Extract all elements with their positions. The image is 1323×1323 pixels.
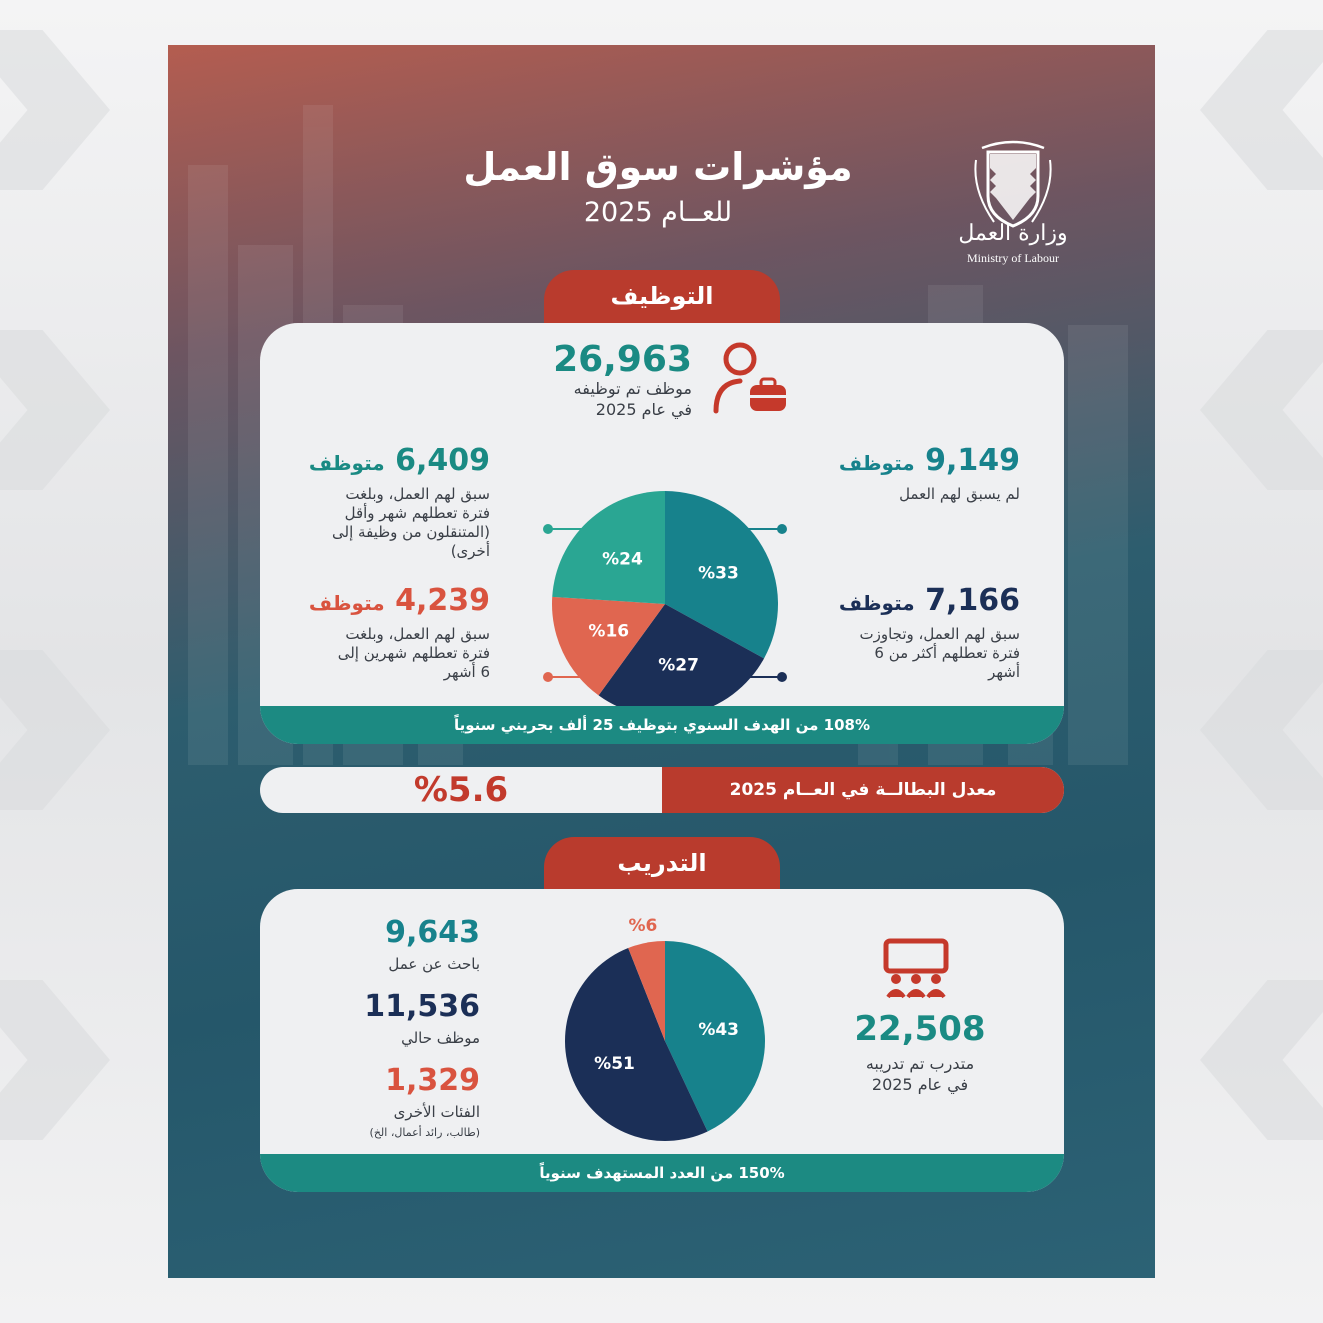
segment-one-month-desc-3: (المتنقلون من وظيفة إلى bbox=[332, 523, 490, 541]
segment-value: 4,239 bbox=[395, 583, 490, 618]
training-employees-desc: موظف حالي bbox=[401, 1029, 480, 1047]
segment-never-worked-value bbox=[820, 443, 1020, 478]
employment-pie-chart bbox=[520, 489, 810, 719]
unemployment-rate-label: معدل البطالــة في العــام 2025 bbox=[729, 780, 997, 800]
training-others-note: (طالب، رائد أعمال، الخ) bbox=[369, 1126, 480, 1139]
segment-never-worked-desc: لم يسبق لهم العمل bbox=[899, 485, 1020, 503]
chevron-decoration bbox=[0, 650, 110, 810]
training-total-value: 22,508 bbox=[854, 1009, 986, 1049]
pie-slice-label: %51 bbox=[594, 1053, 635, 1074]
pie-slice-label: %16 bbox=[588, 621, 630, 642]
tab-training: التدريب bbox=[544, 837, 780, 901]
segment-value: 9,149 bbox=[925, 443, 1020, 478]
segment-two-to-six-desc-1: سبق لهم العمل، وبلغت bbox=[345, 625, 490, 643]
segment-over-6-months-desc-1: سبق لهم العمل، وتجاوزت bbox=[859, 625, 1020, 643]
chevron-decoration bbox=[1200, 650, 1323, 810]
employment-card bbox=[260, 323, 1064, 744]
pie-slice-label: %33 bbox=[698, 563, 739, 584]
infographic-poster bbox=[168, 45, 1155, 1278]
ministry-name-arabic: وزارة العمل bbox=[958, 221, 1068, 246]
pie-slice bbox=[552, 491, 665, 604]
segment-unit: متوظف bbox=[838, 591, 915, 615]
pie-connector-dot bbox=[777, 672, 787, 682]
chevron-decoration bbox=[1200, 980, 1323, 1140]
page-subtitle: للعــام 2025 bbox=[583, 197, 733, 228]
segment-one-month-desc-1: سبق لهم العمل، وبلغت bbox=[345, 485, 490, 503]
training-class-icon bbox=[880, 935, 952, 1001]
chevron-decoration bbox=[1200, 30, 1323, 190]
segment-two-to-six-value bbox=[290, 583, 490, 618]
pie-slice-label: %27 bbox=[658, 655, 699, 676]
training-others-desc: الفئات الأخرى bbox=[393, 1103, 480, 1121]
segment-one-month-desc-2: فترة تعطلهم شهر وأقل bbox=[344, 504, 490, 522]
segment-one-month-desc-4: أخرى) bbox=[450, 542, 490, 560]
segment-unit: متوظف bbox=[838, 451, 915, 475]
segment-unit: متوظف bbox=[308, 451, 385, 475]
employment-target-footer: 108% من الهدف السنوي بتوظيف 25 ألف بحريني سنوياً bbox=[260, 706, 1064, 744]
employment-total-value: 26,963 bbox=[553, 339, 692, 380]
training-jobseekers-desc: باحث عن عمل bbox=[388, 955, 480, 973]
employment-total-desc: موظف تم توظيفه bbox=[573, 379, 692, 398]
chevron-decoration bbox=[0, 30, 110, 190]
unemployment-rate-bar bbox=[260, 767, 1064, 813]
employment-total-year: في عام 2025 bbox=[595, 400, 692, 419]
unemployment-value-area bbox=[260, 767, 662, 813]
segment-one-month-value bbox=[290, 443, 490, 478]
segment-over-6-months-desc-3: أشهر bbox=[988, 663, 1020, 681]
training-card bbox=[260, 889, 1064, 1192]
ministry-name-english: Ministry of Labour bbox=[967, 251, 1059, 265]
training-jobseekers-value: 9,643 bbox=[385, 915, 480, 950]
tab-employment: التوظيف bbox=[544, 270, 780, 334]
training-total-year: في عام 2025 bbox=[871, 1075, 969, 1094]
pie-slice-label: %6 bbox=[628, 916, 658, 937]
segment-over-6-months-desc-2: فترة تعطلهم أكثر من 6 bbox=[874, 644, 1020, 662]
segment-over-6-months-value bbox=[820, 583, 1020, 618]
chevron-decoration bbox=[0, 330, 110, 490]
employee-briefcase-icon bbox=[708, 339, 798, 419]
chevron-decoration bbox=[1200, 330, 1323, 490]
training-others-value: 1,329 bbox=[385, 1063, 480, 1098]
page-title: مؤشرات سوق العمل bbox=[463, 145, 853, 189]
pie-connector-dot bbox=[543, 672, 553, 682]
training-pie-chart bbox=[550, 903, 780, 1153]
segment-value: 6,409 bbox=[395, 443, 490, 478]
segment-value: 7,166 bbox=[925, 583, 1020, 618]
pie-connector-dot bbox=[543, 524, 553, 534]
segment-two-to-six-desc-2: فترة تعطلهم شهرين إلى bbox=[337, 644, 490, 662]
pie-slice-label: %43 bbox=[698, 1020, 740, 1041]
pie-connector-dot bbox=[777, 524, 787, 534]
unemployment-rate-value: %5.6 bbox=[413, 770, 509, 810]
segment-two-to-six-desc-3: 6 أشهر bbox=[443, 663, 490, 681]
chevron-decoration bbox=[0, 980, 110, 1140]
pie-slice-label: %24 bbox=[602, 549, 643, 570]
training-target-footer: 150% من العدد المستهدف سنوياً bbox=[260, 1154, 1064, 1192]
segment-unit: متوظف bbox=[308, 591, 385, 615]
training-total-desc: متدرب تم تدريبه bbox=[865, 1054, 975, 1073]
unemployment-label-area bbox=[662, 767, 1064, 813]
training-employees-value: 11,536 bbox=[364, 989, 480, 1024]
